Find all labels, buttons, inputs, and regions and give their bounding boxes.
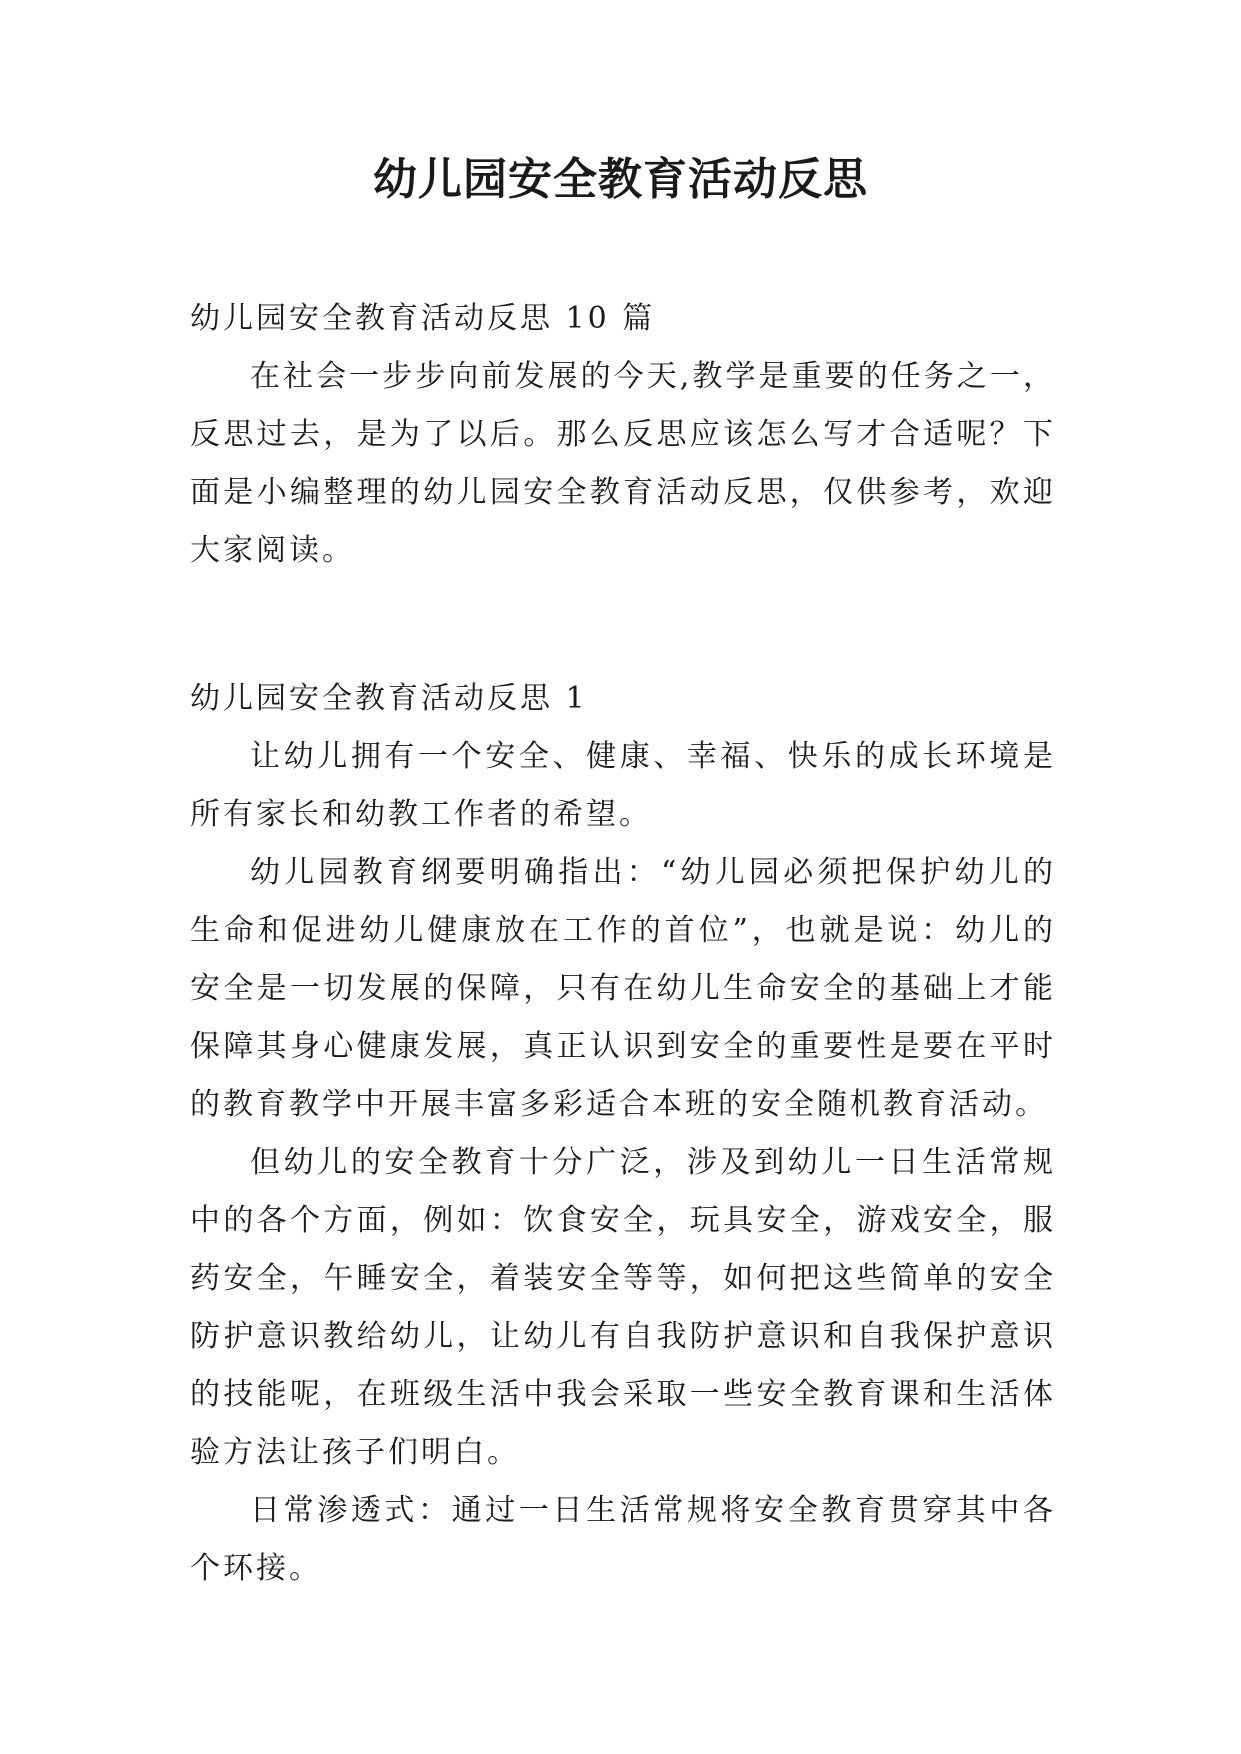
document-body (190, 290, 1056, 1598)
section-heading: 幼儿园安全教育活动反思 1 (190, 681, 588, 716)
body-paragraph: 幼儿园教育纲要明确指出：“幼儿园必须把保护幼儿的生命和促进幼儿健康放在工作的首位”，也就是说：幼儿的安全是一切发展的保障，只有在幼儿生命安全的基础上才能保障其身心健康发展，真正认识到安全的重要性是要在平时的教育教学中开展丰富多彩适合本班的安全随机教育活动。 (190, 855, 1056, 1122)
document-subtitle: 幼儿园安全教育活动反思 10 篇 (190, 301, 656, 336)
body-paragraph: 日常渗透式：通过一日生活常规将安全教育贯穿其中各个环接。 (190, 1493, 1056, 1586)
section-spacer (190, 580, 1056, 670)
document-title: 幼儿园安全教育活动反思 (373, 154, 868, 205)
body-paragraph: 但幼儿的安全教育十分广泛，涉及到幼儿一日生活常规中的各个方面，例如：饮食安全，玩具安全，游戏安全，服药安全，午睡安全，着装安全等等，如何把这些简单的安全防护意识教给幼儿，让幼儿有自我防护意识和自我保护意识的技能呢，在班级生活中我会采取一些安全教育课和生活体验方法让孩子们明白。 (190, 1145, 1056, 1470)
intro-paragraph: 在社会一步步向前发展的今天,教学是重要的任务之一，反思过去，是为了以后。那么反思应该怎么写才合适呢？下面是小编整理的幼儿园安全教育活动反思，仅供参考，欢迎大家阅读。 (190, 359, 1056, 568)
body-paragraph: 让幼儿拥有一个安全、健康、幸福、快乐的成长环境是所有家长和幼教工作者的希望。 (190, 739, 1056, 832)
